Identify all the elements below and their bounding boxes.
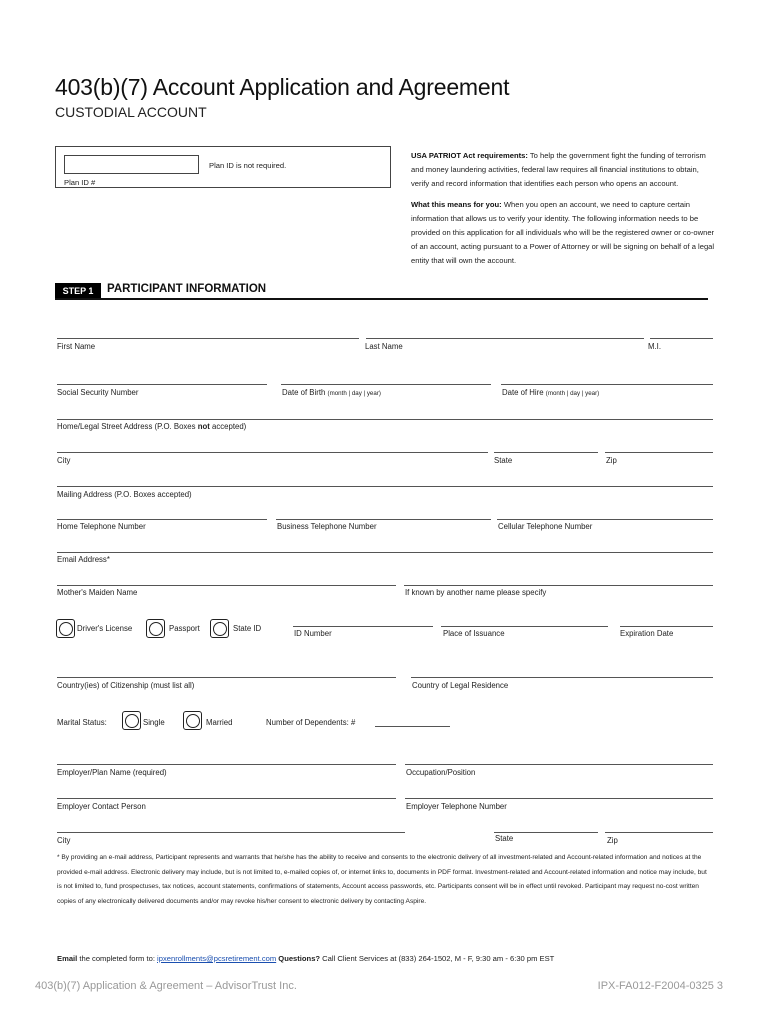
employer-contact-label: Employer Contact Person bbox=[57, 802, 146, 811]
maiden-name-label: Mother's Maiden Name bbox=[57, 588, 138, 597]
marital-status-label: Marital Status: bbox=[57, 718, 107, 727]
cell-phone-field[interactable] bbox=[497, 519, 713, 520]
city-field[interactable] bbox=[57, 452, 488, 453]
id-number-label: ID Number bbox=[294, 629, 332, 638]
employer-phone-label: Employer Telephone Number bbox=[406, 802, 507, 811]
citizenship-label: Country(ies) of Citizenship (must list all) bbox=[57, 681, 195, 690]
business-phone-label: Business Telephone Number bbox=[277, 522, 377, 531]
questions-word: Questions? bbox=[276, 954, 321, 963]
residence-field[interactable] bbox=[411, 677, 713, 678]
place-issuance-label: Place of Issuance bbox=[443, 629, 505, 638]
place-issuance-field[interactable] bbox=[441, 626, 608, 627]
doh-hint: (month | day | year) bbox=[545, 390, 600, 397]
patriot-act-notice bbox=[411, 149, 715, 275]
mi-field[interactable] bbox=[650, 338, 713, 339]
passport-label: Passport bbox=[169, 624, 200, 633]
footer-form-number: IPX-FA012-F2004-0325 3 bbox=[597, 980, 723, 992]
expiration-field[interactable] bbox=[620, 626, 713, 627]
plan-id-note: Plan ID is not required. bbox=[209, 161, 287, 170]
first-name-field[interactable] bbox=[57, 338, 359, 339]
citizenship-field[interactable] bbox=[57, 677, 396, 678]
ssn-field[interactable] bbox=[57, 384, 267, 385]
dob-field[interactable] bbox=[281, 384, 491, 385]
page-title: 403(b)(7) Account Application and Agreement bbox=[55, 74, 510, 100]
zip-field[interactable] bbox=[605, 452, 713, 453]
dependents-field[interactable] bbox=[375, 726, 450, 727]
dob-label-text: Date of Birth bbox=[282, 388, 326, 397]
step-1-badge: STEP 1 bbox=[55, 283, 101, 299]
doh-field[interactable] bbox=[501, 384, 713, 385]
contact-line bbox=[57, 954, 554, 963]
maiden-name-field[interactable] bbox=[57, 585, 396, 586]
id-number-field[interactable] bbox=[293, 626, 433, 627]
married-radio[interactable] bbox=[186, 714, 200, 728]
employer-zip-label: Zip bbox=[607, 836, 618, 845]
state-label: State bbox=[494, 456, 513, 465]
email-field[interactable] bbox=[57, 552, 713, 553]
employer-state-label: State bbox=[495, 834, 514, 843]
home-phone-label: Home Telephone Number bbox=[57, 522, 146, 531]
home-address-label-not: not bbox=[197, 422, 210, 431]
drivers-license-radio[interactable] bbox=[59, 622, 73, 636]
employer-contact-field[interactable] bbox=[57, 798, 396, 799]
passport-radio[interactable] bbox=[149, 622, 163, 636]
last-name-field[interactable] bbox=[366, 338, 644, 339]
occupation-label: Occupation/Position bbox=[406, 768, 476, 777]
ssn-label: Social Security Number bbox=[57, 388, 139, 397]
step-1-title: PARTICIPANT INFORMATION bbox=[107, 283, 267, 295]
questions-text: Call Client Services at (833) 264-1502, M - F, 9:30 am - 6:30 pm EST bbox=[320, 954, 555, 963]
home-address-label bbox=[57, 422, 246, 431]
single-radio[interactable] bbox=[125, 714, 139, 728]
home-address-label-a: Home/Legal Street Address (P.O. Boxes bbox=[57, 422, 198, 431]
employer-city-label: City bbox=[57, 836, 71, 845]
page-subtitle: CUSTODIAL ACCOUNT bbox=[55, 104, 207, 120]
doh-label-text: Date of Hire bbox=[502, 388, 544, 397]
email-consent-footnote: * By providing an e-mail address, Participant represents and warrants that he/she has the ability to receive and consents to the electronic delivery of all investment-related and Account-related information and notices at the provided e-mail address. Electronic delivery may include, but is not limited to, e-mailed copies of, or internet links to, documents in PDF format. Investment-related and Account-related information and notice may include, but is not limited to, fund prospectuses, tax notices, account statements, confirmations of statements, Account access passwords, etc. Participants consent will be in effect until revoked. Participant may request no-cost written copies of any electronically delivered documents and/or may revoke his/her consent to electronic delivery by contacting Aspire. bbox=[57, 854, 707, 905]
plan-id-input[interactable] bbox=[64, 155, 199, 174]
doh-label bbox=[502, 388, 599, 397]
employer-name-label: Employer/Plan Name (required) bbox=[57, 768, 167, 777]
aka-field[interactable] bbox=[404, 585, 713, 586]
employer-zip-field[interactable] bbox=[605, 832, 713, 833]
patriot-text: To help the government fight the funding of terrorism and money laundering activities, federal law requires all financial institutions to obtain, verify and record information that identifies each person who opens an account. bbox=[411, 151, 706, 188]
what-this-means-text: When you open an account, we need to capture certain information that allows us to verify your identity. The following information needs to be provided on this application for all individuals who will be the registered owner or co-owner of an account, acting pursuant to a Power of Attorney or will be signing on behalf of a legal entity that will own the account. bbox=[411, 200, 715, 265]
last-name-label: Last Name bbox=[365, 342, 403, 351]
enrollment-email-link[interactable]: ipxenrollments@pcsretirement.com bbox=[157, 954, 277, 963]
state-field[interactable] bbox=[494, 452, 598, 453]
email-word: Email bbox=[57, 954, 78, 963]
married-label: Married bbox=[206, 718, 233, 727]
employer-name-field[interactable] bbox=[57, 764, 396, 765]
what-this-means-heading: What this means for you: bbox=[411, 200, 502, 209]
aka-label: If known by another name please specify bbox=[405, 588, 547, 597]
occupation-field[interactable] bbox=[405, 764, 713, 765]
state-id-label: State ID bbox=[233, 624, 262, 633]
first-name-label: First Name bbox=[57, 342, 96, 351]
home-address-field[interactable] bbox=[57, 419, 713, 420]
employer-phone-field[interactable] bbox=[405, 798, 713, 799]
zip-label: Zip bbox=[606, 456, 617, 465]
patriot-heading: USA PATRIOT Act requirements: bbox=[411, 151, 528, 160]
city-label: City bbox=[57, 456, 71, 465]
drivers-license-label: Driver's License bbox=[77, 624, 133, 633]
dob-label bbox=[282, 388, 381, 397]
footer-document-name: 403(b)(7) Application & Agreement – AdvisorTrust Inc. bbox=[35, 980, 297, 992]
dependents-label: Number of Dependents: # bbox=[266, 718, 356, 727]
email-label: Email Address* bbox=[57, 555, 110, 564]
residence-label: Country of Legal Residence bbox=[412, 681, 509, 690]
employer-state-field[interactable] bbox=[494, 832, 598, 833]
step-1-rule bbox=[55, 298, 708, 300]
dob-hint: (month | day | year) bbox=[327, 390, 381, 397]
state-id-radio[interactable] bbox=[213, 622, 227, 636]
plan-id-label: Plan ID # bbox=[64, 178, 96, 187]
mailing-address-label: Mailing Address (P.O. Boxes accepted) bbox=[57, 490, 192, 499]
email-instructions: the completed form to: bbox=[77, 954, 158, 963]
home-address-label-c: accepted) bbox=[209, 422, 247, 431]
cell-phone-label: Cellular Telephone Number bbox=[498, 522, 593, 531]
business-phone-field[interactable] bbox=[276, 519, 491, 520]
mailing-address-field[interactable] bbox=[57, 486, 713, 487]
employer-city-field[interactable] bbox=[57, 832, 405, 833]
home-phone-field[interactable] bbox=[57, 519, 267, 520]
mi-label: M.I. bbox=[648, 342, 661, 351]
expiration-label: Expiration Date bbox=[620, 629, 674, 638]
single-label: Single bbox=[143, 718, 165, 727]
